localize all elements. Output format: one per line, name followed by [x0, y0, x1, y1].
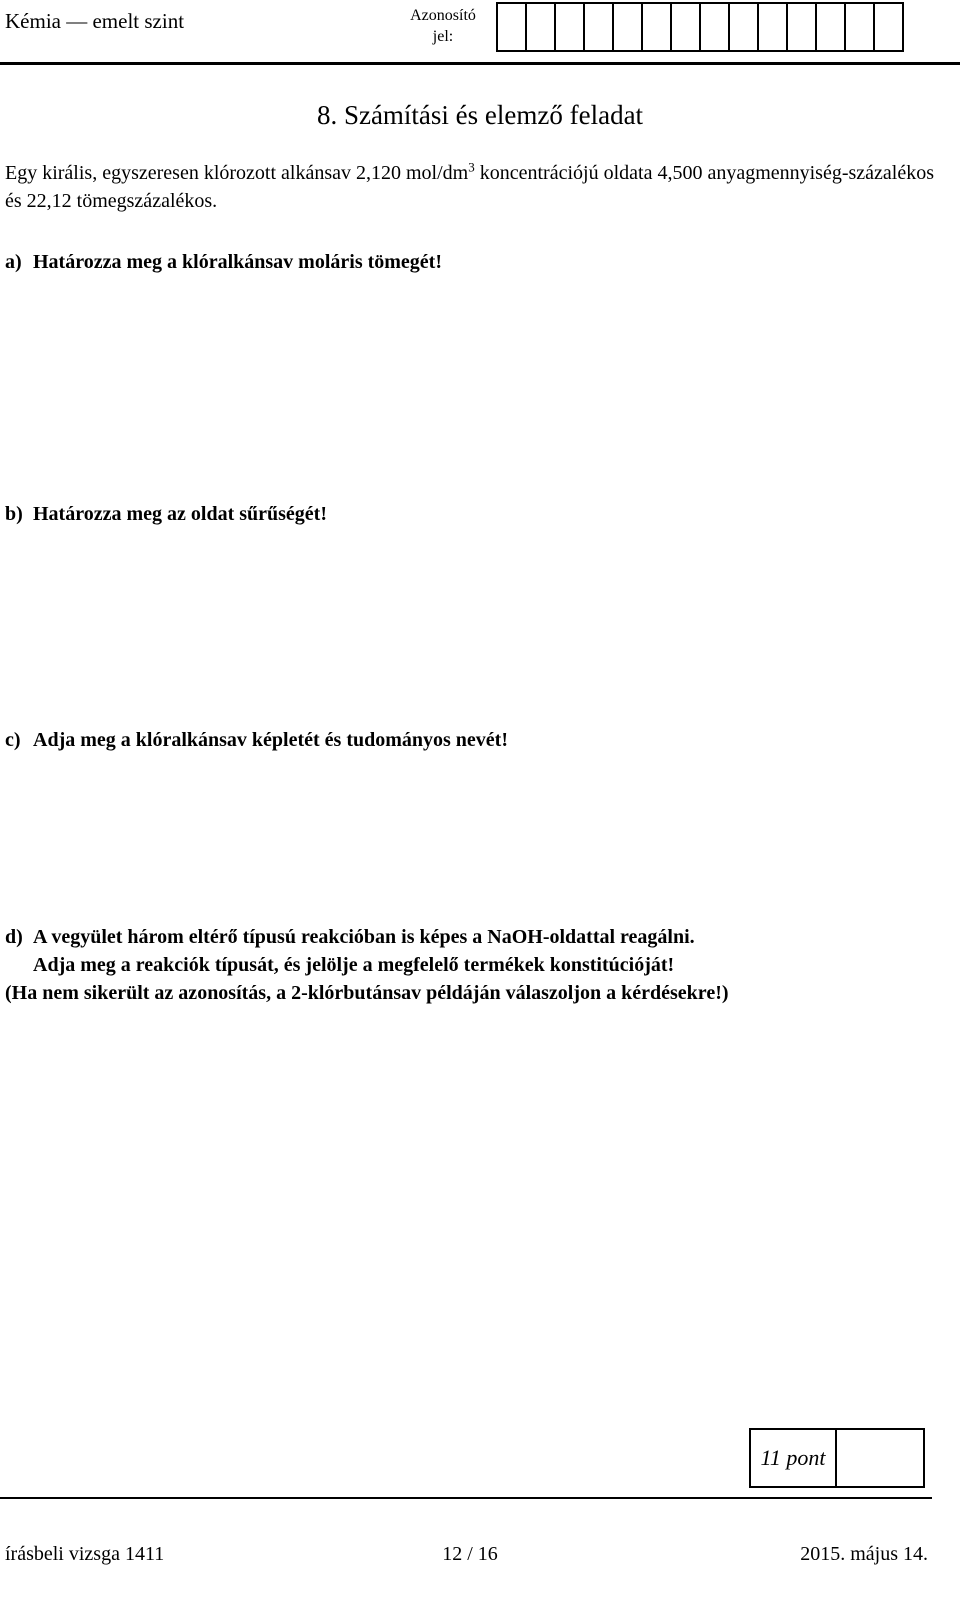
- id-boxes: [496, 2, 904, 52]
- question-c-text: Adja meg a klóralkánsav képletét és tudományos nevét!: [33, 729, 508, 751]
- task-title: [0, 97, 960, 133]
- id-box[interactable]: [612, 2, 643, 52]
- task-title-text: Számítási és elemző feladat: [343, 100, 644, 130]
- id-box[interactable]: [699, 2, 730, 52]
- id-box[interactable]: [815, 2, 846, 52]
- id-box[interactable]: [583, 2, 614, 52]
- header-divider: [0, 62, 960, 65]
- id-box[interactable]: [641, 2, 672, 52]
- question-a-text: Határozza meg a klóralkánsav moláris tömegét!: [33, 251, 442, 273]
- question-d: [5, 923, 695, 951]
- id-box[interactable]: [670, 2, 701, 52]
- question-c: [5, 726, 508, 754]
- question-b-text: Határozza meg az oldat sűrűségét!: [33, 503, 328, 525]
- id-box[interactable]: [786, 2, 817, 52]
- id-label-line2: jel:: [432, 28, 454, 45]
- points-box: [749, 1428, 925, 1488]
- id-box[interactable]: [525, 2, 556, 52]
- points-label: 11 pont: [751, 1430, 837, 1486]
- footer-date: 2015. május 14.: [800, 1543, 928, 1565]
- question-b: [5, 500, 327, 528]
- id-box[interactable]: [757, 2, 788, 52]
- question-b-label: b): [5, 503, 23, 525]
- id-box[interactable]: [496, 2, 527, 52]
- id-box[interactable]: [728, 2, 759, 52]
- intro-part2: koncentrációjú oldata 4,500 anyagmennyiség-százalékos és 22,12 tömegszázalékos.: [5, 162, 935, 212]
- id-label: [404, 5, 482, 47]
- footer-exam-code: írásbeli vizsga 1411: [5, 1543, 165, 1565]
- id-box[interactable]: [844, 2, 875, 52]
- id-box[interactable]: [873, 2, 904, 52]
- question-d-text-line1: A vegyület három eltérő típusú reakcióban is képes a NaOH-oldattal reagálni.: [33, 926, 695, 948]
- question-d-line3: (Ha nem sikerült az azonosítás, a 2-klórbutánsav példáján válaszoljon a kérdésekre!): [5, 982, 729, 1004]
- points-score-field[interactable]: [837, 1430, 923, 1486]
- footer-page-number: 12 / 16: [442, 1543, 498, 1565]
- question-a-label: a): [5, 251, 22, 273]
- question-c-label: c): [5, 729, 21, 751]
- task-number: 8.: [316, 100, 338, 130]
- intro-part1: Egy királis, egyszeresen klórozott alkánsav 2,120 mol/dm: [5, 162, 469, 184]
- id-label-line1: Azonosító: [410, 7, 476, 24]
- task-intro: [5, 159, 945, 215]
- header-subject: Kémia — emelt szint: [5, 9, 185, 33]
- footer-divider: [0, 1497, 932, 1499]
- id-box[interactable]: [554, 2, 585, 52]
- question-d-line2: Adja meg a reakciók típusát, és jelölje a megfelelő termékek konstitúcióját!: [33, 954, 675, 976]
- question-a: [5, 248, 442, 276]
- intro-superscript: 3: [468, 159, 475, 175]
- question-d-label: d): [5, 926, 23, 948]
